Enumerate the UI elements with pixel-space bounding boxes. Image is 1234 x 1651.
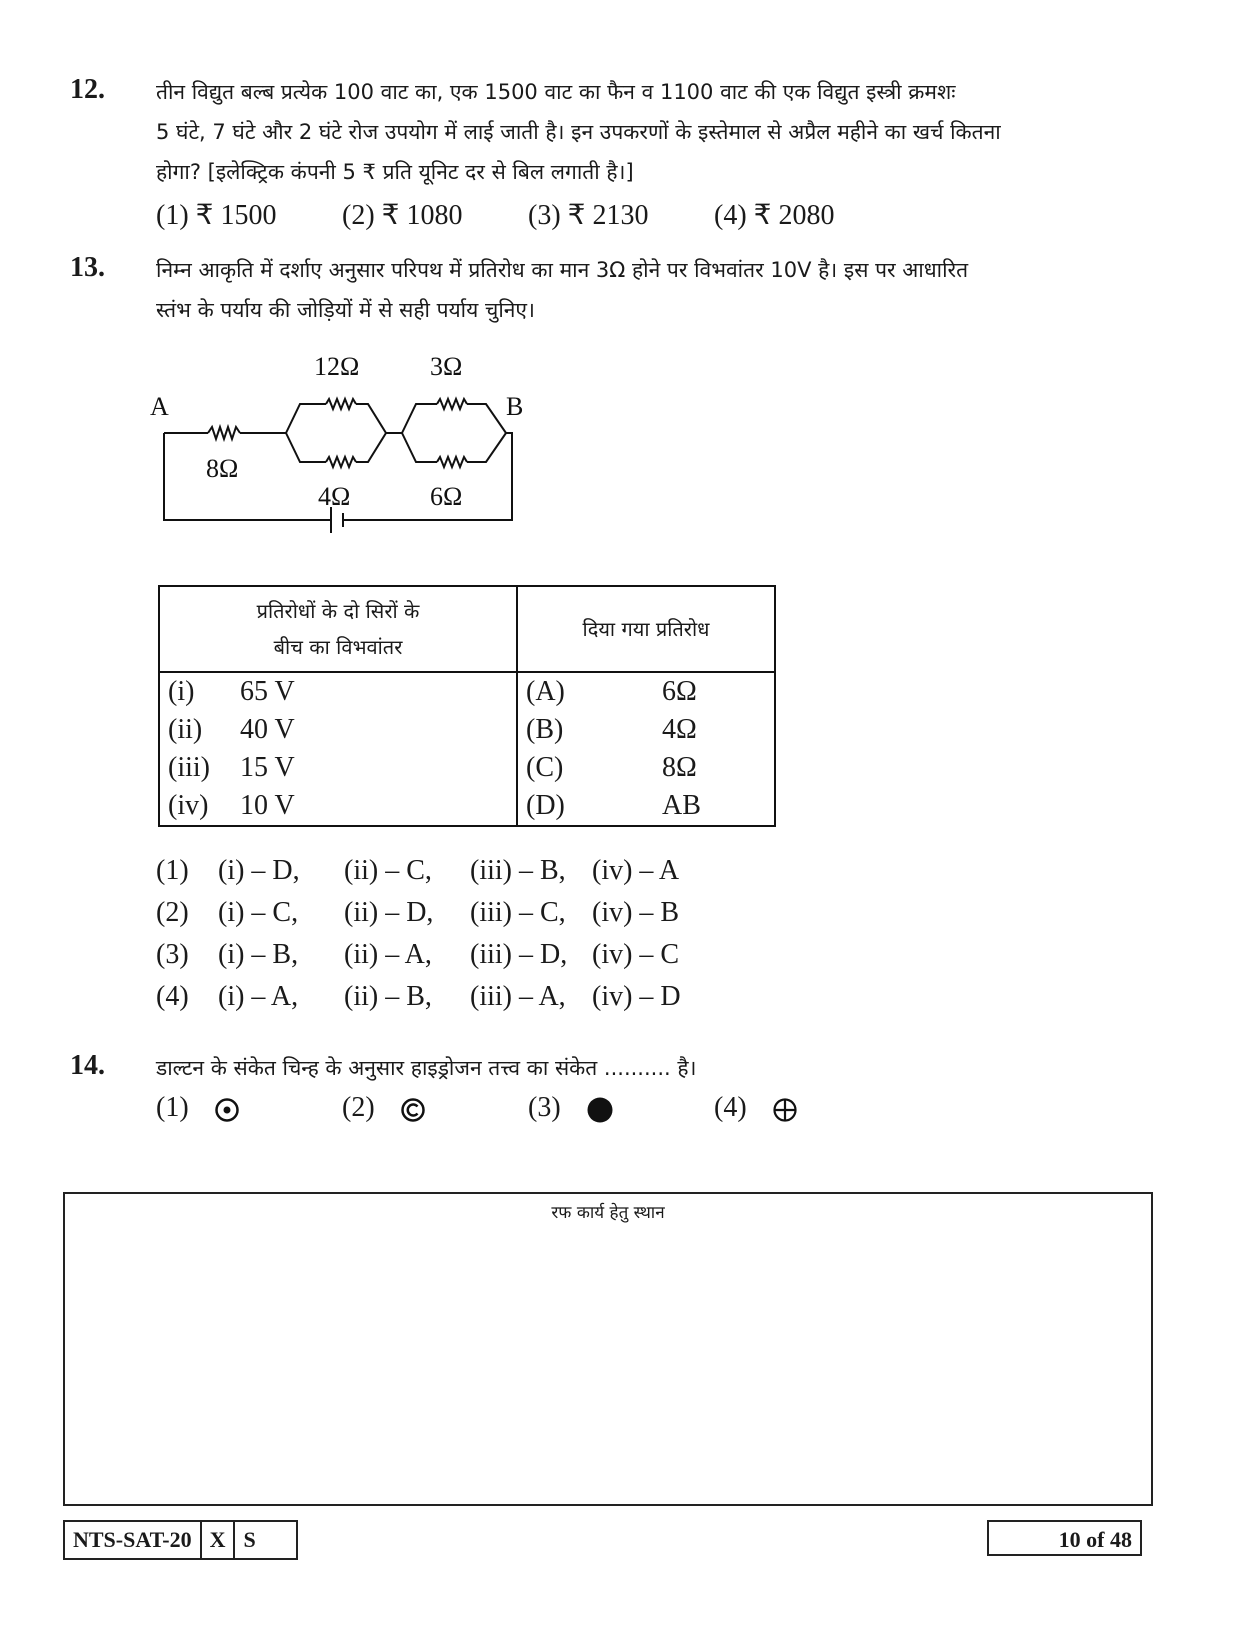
- wire: [402, 404, 437, 433]
- table-header-left: [159, 586, 517, 672]
- table-header-left-line: बीच का विभवांतर: [273, 635, 403, 659]
- resistance-value: 6Ω: [662, 676, 697, 707]
- voltage-value: 15 V: [240, 752, 295, 783]
- option-number: (2): [156, 897, 189, 928]
- option-number: (3): [156, 939, 189, 970]
- question-14-options: [156, 1092, 876, 1136]
- resistor-12-ohm-label: 12Ω: [314, 355, 360, 381]
- option-pair: (iv) – B: [592, 897, 680, 928]
- option-pair: (i) – C,: [218, 897, 299, 928]
- table-row: [159, 672, 775, 711]
- circle-plus-icon: [772, 1097, 798, 1123]
- option-pair: (i) – A,: [218, 981, 299, 1012]
- voltage-value: 65 V: [240, 676, 295, 707]
- question-13-line: निम्न आकृति में दर्शाए अनुसार परिपथ में प्रतिरोध का मान 3Ω होने पर विभवांतर 10V है। इस पर आधारित: [156, 258, 969, 282]
- q14-option-2[interactable]: [342, 1092, 426, 1124]
- row-letter: (D): [526, 790, 565, 821]
- row-letter: (B): [526, 714, 564, 745]
- row-label: (iii): [168, 752, 210, 783]
- option-pair: (ii) – B,: [344, 981, 432, 1012]
- q14-option-4[interactable]: [714, 1092, 798, 1124]
- wire: [356, 404, 386, 433]
- filled-circle-icon: [586, 1096, 614, 1124]
- option-number: (1): [156, 1092, 189, 1123]
- row-letter: (A): [526, 676, 565, 707]
- option-pair: (i) – D,: [218, 855, 300, 886]
- q14-option-3[interactable]: [528, 1092, 614, 1124]
- rough-work-title: रफ कार्य हेतु स्थान: [551, 1203, 665, 1223]
- option-number: (4): [714, 1092, 747, 1123]
- option-pair: (iv) – A: [592, 855, 680, 886]
- row-label: (iv): [168, 790, 209, 821]
- point-a-label: A: [150, 392, 169, 421]
- question-13-line: स्तंभ के पर्याय की जोड़ियों में से सही पर्याय चुनिए।: [156, 298, 535, 322]
- wire: [467, 433, 506, 462]
- option-pair: (iii) – C,: [470, 897, 566, 928]
- wire: [164, 433, 331, 520]
- footer-class: X: [200, 1522, 234, 1558]
- question-number-13: 13.: [70, 252, 105, 283]
- option-pair: (iv) – D: [592, 981, 681, 1012]
- wire: [467, 404, 506, 433]
- row-label: (ii): [168, 714, 203, 745]
- wire: [343, 433, 512, 520]
- option-pair: (iii) – A,: [470, 981, 566, 1012]
- wire: [286, 404, 326, 433]
- voltage-value: 10 V: [240, 790, 295, 821]
- resistance-value: 4Ω: [662, 714, 697, 745]
- option-pair: (ii) – C,: [344, 855, 432, 886]
- resistor-3-ohm: [437, 399, 467, 409]
- footer-code-box: [63, 1520, 298, 1560]
- footer-code: NTS-SAT-20: [73, 1527, 192, 1552]
- question-number-12: 12.: [70, 74, 105, 105]
- option-pair: (ii) – A,: [344, 939, 432, 970]
- resistor-4-ohm-label: 4Ω: [318, 482, 351, 511]
- table-row: [159, 787, 775, 826]
- resistor-8-ohm-label: 8Ω: [206, 454, 239, 483]
- table-header-left-line: प्रतिरोधों के दो सिरों के: [256, 599, 420, 623]
- wire: [286, 433, 326, 462]
- option-pair: (iv) – C: [592, 939, 680, 970]
- option-pair: (ii) – D,: [344, 897, 434, 928]
- point-b-label: B: [506, 392, 524, 421]
- resistor-6-ohm: [437, 457, 467, 467]
- q12-option-4[interactable]: (4) ₹ 2080: [714, 200, 835, 231]
- option-pair: (i) – B,: [218, 939, 299, 970]
- resistance-value: AB: [662, 790, 701, 821]
- resistance-value: 8Ω: [662, 752, 697, 783]
- q12-option-3[interactable]: (3) ₹ 2130: [528, 200, 649, 231]
- question-text-12: [156, 72, 1001, 192]
- row-label: (i): [168, 676, 195, 707]
- question-number-14: 14.: [70, 1050, 105, 1081]
- wire: [402, 433, 437, 462]
- resistor-4-ohm: [326, 457, 356, 467]
- resistor-12-ohm: [326, 399, 356, 409]
- question-12-line: 5 घंटे, 7 घंटे और 2 घंटे रोज उपयोग में लाई जाती है। इन उपकरणों के इस्तेमाल से अप्रैल महीने का खर्च कितना: [156, 120, 1001, 144]
- q12-option-1[interactable]: (1) ₹ 1500: [156, 200, 277, 231]
- row-letter: (C): [526, 752, 564, 783]
- q12-option-2[interactable]: (2) ₹ 1080: [342, 200, 463, 231]
- question-12-line: तीन विद्युत बल्ब प्रत्येक 100 वाट का, एक 1500 वाट का फैन व 1100 वाट की एक विद्युत इस्त्री क्रमशः: [156, 80, 956, 104]
- table-row: [159, 711, 775, 749]
- voltage-value: 40 V: [240, 714, 295, 745]
- question-12-options: [156, 198, 916, 234]
- option-number: (2): [342, 1092, 375, 1123]
- option-number: (3): [528, 1092, 561, 1123]
- table-row: [159, 749, 775, 787]
- page-number: 10 of 48: [987, 1520, 1142, 1556]
- rough-work-box: [63, 1192, 1153, 1506]
- copyright-circle-icon: [400, 1097, 426, 1123]
- option-pair: (iii) – D,: [470, 939, 568, 970]
- question-text-13: [156, 250, 968, 330]
- option-pair: (iii) – B,: [470, 855, 566, 886]
- option-number: (1): [156, 855, 189, 886]
- circuit-diagram: [150, 355, 540, 545]
- resistor-8-ohm: [208, 427, 240, 439]
- wire: [356, 433, 386, 462]
- circle-dot-icon: [214, 1097, 240, 1123]
- question-text-14: [156, 1048, 696, 1088]
- matching-table: [158, 585, 776, 827]
- option-number: (4): [156, 981, 189, 1012]
- table-header-right: दिया गया प्रतिरोध: [517, 586, 775, 672]
- resistor-3-ohm-label: 3Ω: [430, 355, 463, 381]
- question-14-line: डाल्टन के संकेत चिन्ह के अनुसार हाइड्रोजन तत्त्व का संकेत .......... है।: [156, 1056, 697, 1080]
- footer-section: S: [233, 1522, 295, 1558]
- q14-option-1[interactable]: [156, 1092, 240, 1124]
- resistor-6-ohm-label: 6Ω: [430, 482, 463, 511]
- question-12-line: होगा? [इलेक्ट्रिक कंपनी 5 ₹ प्रति यूनिट दर से बिल लगाती है।]: [156, 160, 634, 184]
